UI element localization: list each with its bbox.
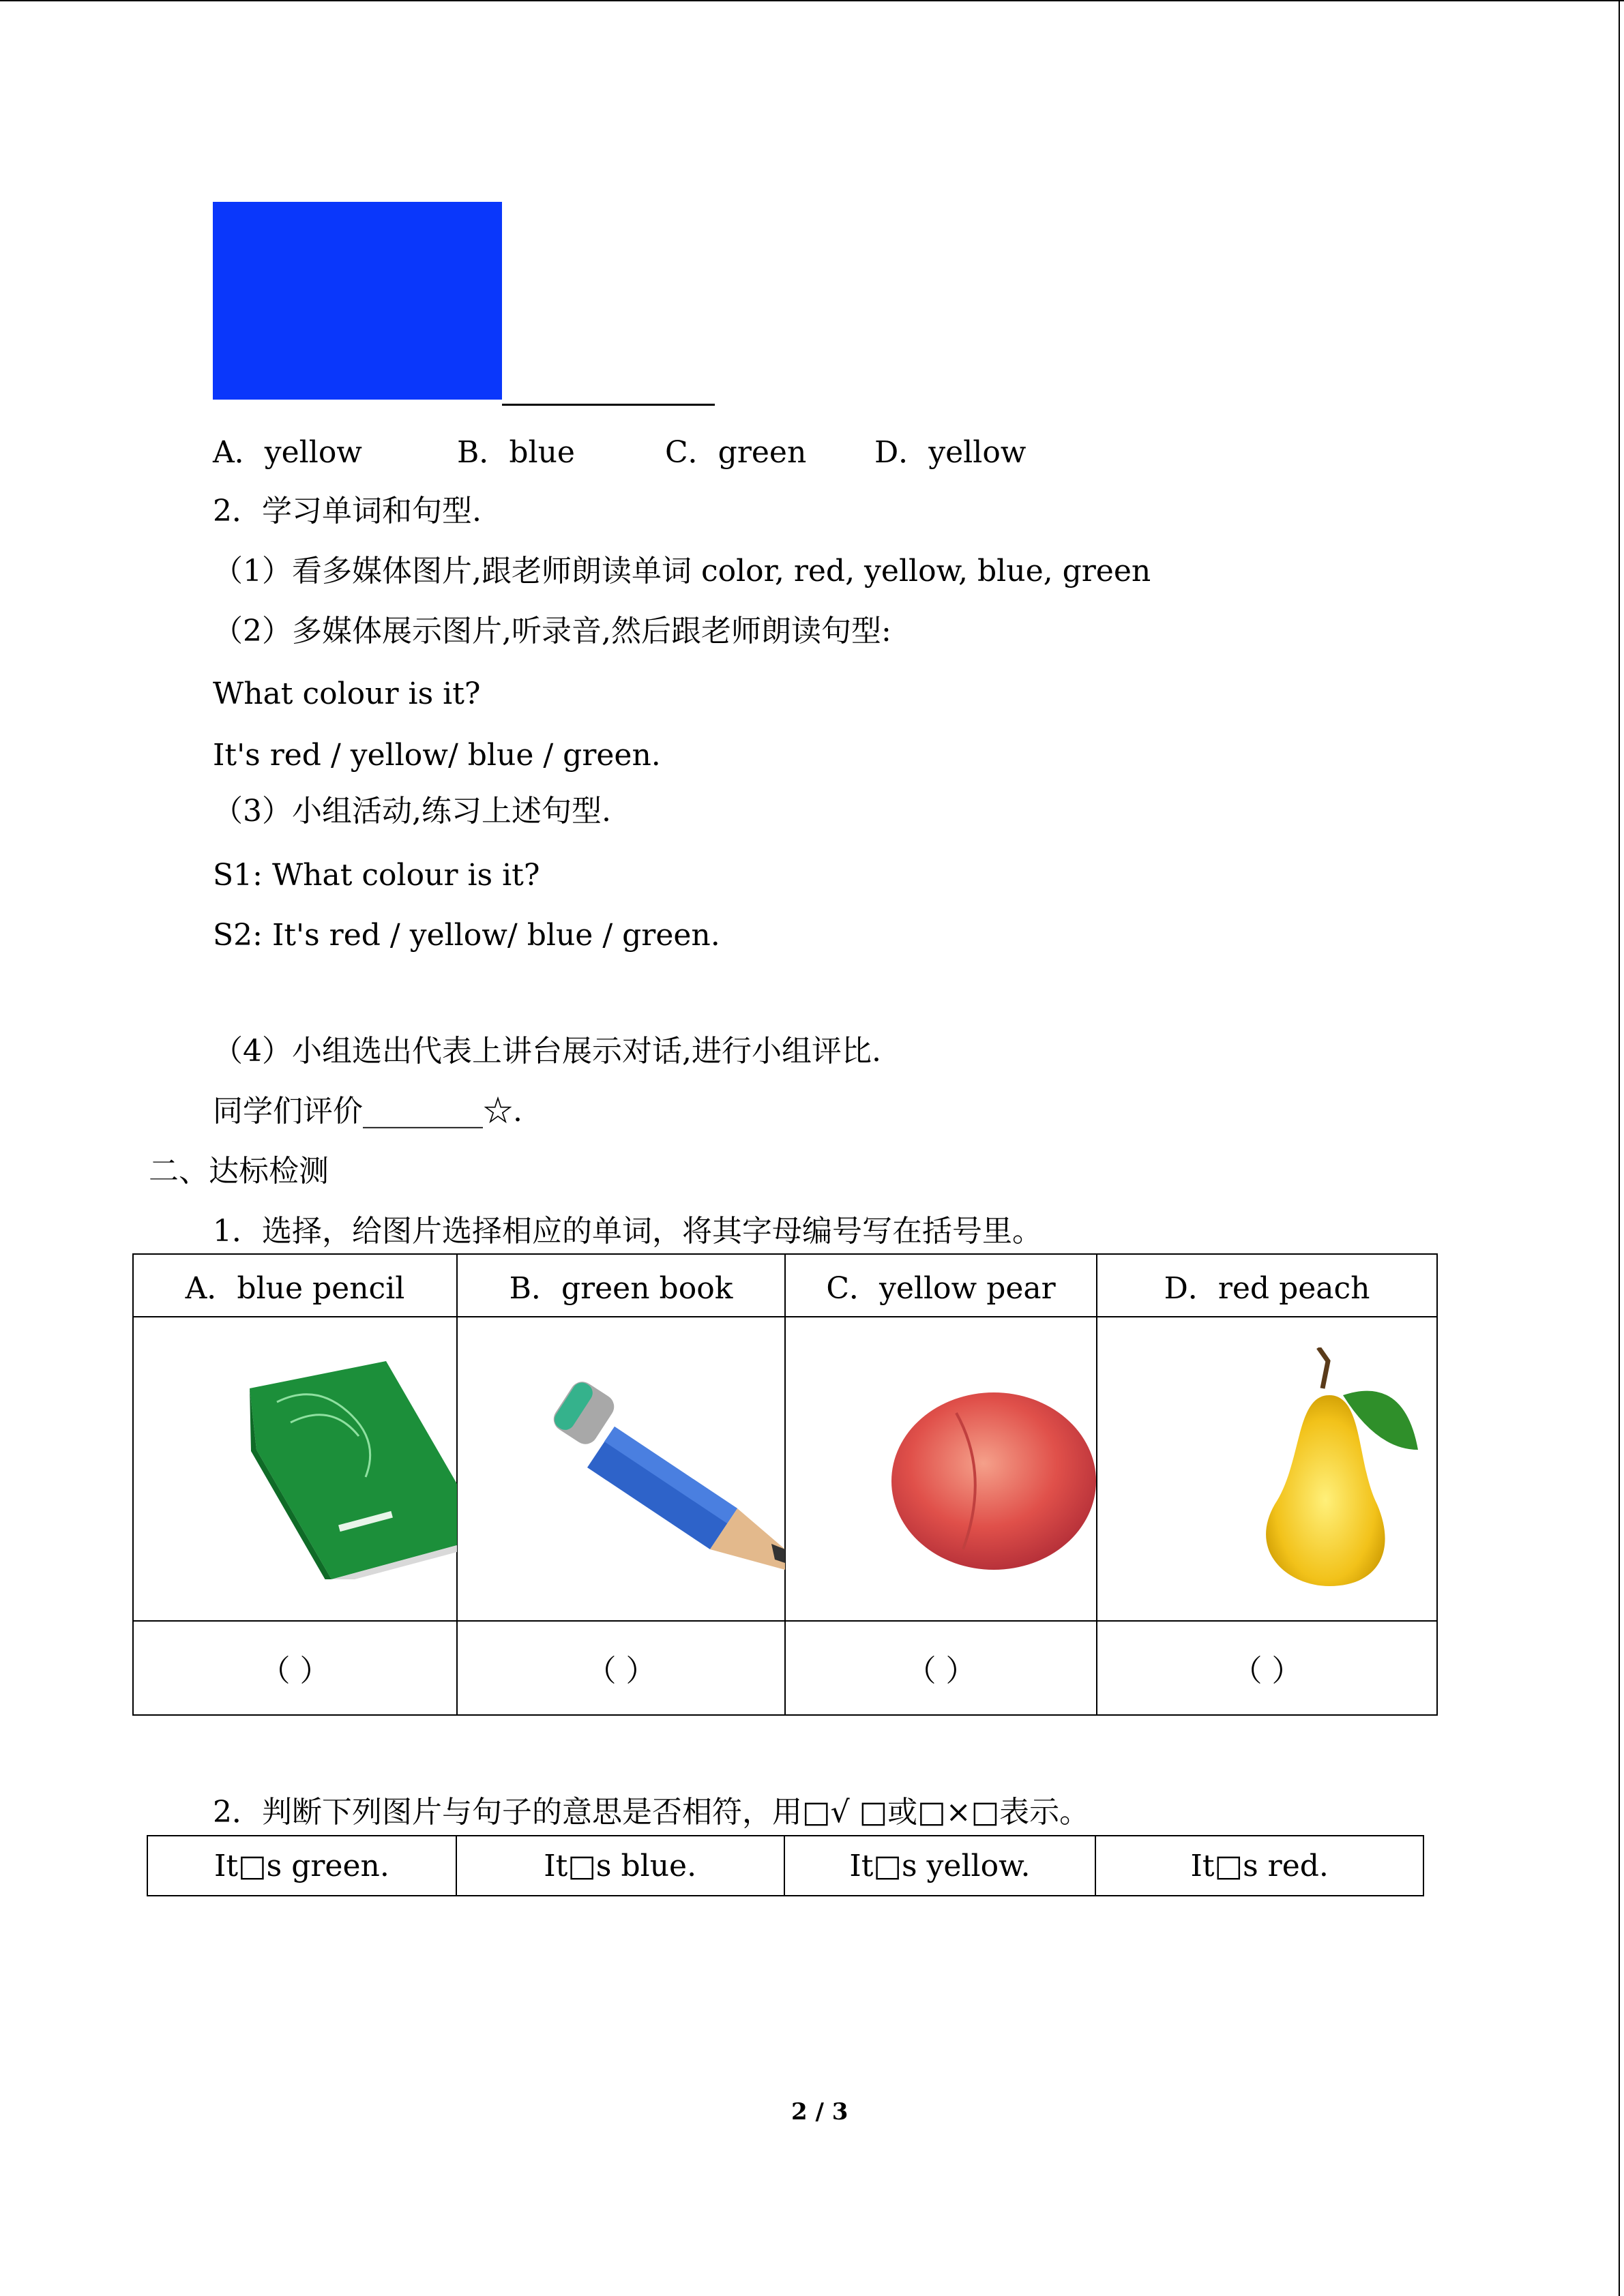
matching-table (132, 1253, 1438, 1716)
red-peach-image (881, 1372, 1097, 1577)
picture-cell (133, 1317, 457, 1621)
sentence-cell: It□s green. (147, 1836, 456, 1896)
answer-cell[interactable] (1097, 1621, 1437, 1715)
question-2-title: 2．判断下列图片与句子的意思是否相符，用□√ □或□×□表示。 (213, 1795, 1090, 1830)
picture-cell (785, 1317, 1097, 1621)
top-border (0, 0, 1624, 1)
answer-blank[interactable]: （ ） (260, 1654, 330, 1688)
yellow-pear-image (1247, 1347, 1425, 1593)
option-c: C．green (665, 435, 807, 470)
green-book-image (236, 1361, 457, 1579)
pattern-question: What colour is it? (213, 676, 481, 711)
step-2: （2）多媒体展示图片,听录音,然后跟老师朗读句型: (213, 614, 891, 648)
answer-blank[interactable]: （ ） (906, 1654, 976, 1688)
picture-cell (1097, 1317, 1437, 1621)
dialogue-s2: S2: It's red / yellow/ blue / green. (213, 918, 720, 953)
step-3: （3）小组活动,练习上述句型. (213, 794, 611, 829)
page-number: 2 / 3 (791, 2098, 848, 2126)
part-heading: 二、达标检测 (149, 1154, 329, 1189)
option-d: D．yellow (874, 435, 1027, 470)
header-cell: D．red peach (1097, 1254, 1437, 1317)
blue-color-swatch (213, 202, 502, 400)
answer-blank[interactable]: （ ） (1232, 1654, 1302, 1688)
header-cell: B．green book (457, 1254, 785, 1317)
pattern-answer: It's red / yellow/ blue / green. (213, 738, 661, 773)
dialogue-s1: S1: What colour is it? (213, 858, 540, 893)
answer-blank[interactable]: （ ） (586, 1654, 656, 1688)
judgement-table (147, 1835, 1424, 1896)
right-border (1619, 0, 1620, 2296)
blue-pencil-image (553, 1365, 785, 1577)
evaluation-line: 同学们评价________☆. (213, 1094, 522, 1129)
answer-blank-line (502, 404, 715, 406)
answer-cell[interactable] (133, 1621, 457, 1715)
header-cell: A．blue pencil (133, 1254, 457, 1317)
option-b: B．blue (457, 435, 575, 470)
step-1: （1）看多媒体图片,跟老师朗读单词 color, red, yellow, blue, green (213, 554, 1151, 588)
header-cell: C．yellow pear (785, 1254, 1097, 1317)
answer-cell[interactable] (785, 1621, 1097, 1715)
question-1-title: 1．选择，给图片选择相应的单词，将其字母编号写在括号里。 (213, 1214, 1042, 1249)
step-4: （4）小组选出代表上讲台展示对话,进行小组评比. (213, 1034, 881, 1069)
sentence-cell: It□s yellow. (784, 1836, 1096, 1896)
section-title: 2．学习单词和句型. (213, 494, 482, 528)
sentence-cell: It□s red. (1095, 1836, 1423, 1896)
sentence-cell: It□s blue. (456, 1836, 784, 1896)
option-a: A．yellow (213, 435, 362, 470)
picture-cell (457, 1317, 785, 1621)
answer-cell[interactable] (457, 1621, 785, 1715)
